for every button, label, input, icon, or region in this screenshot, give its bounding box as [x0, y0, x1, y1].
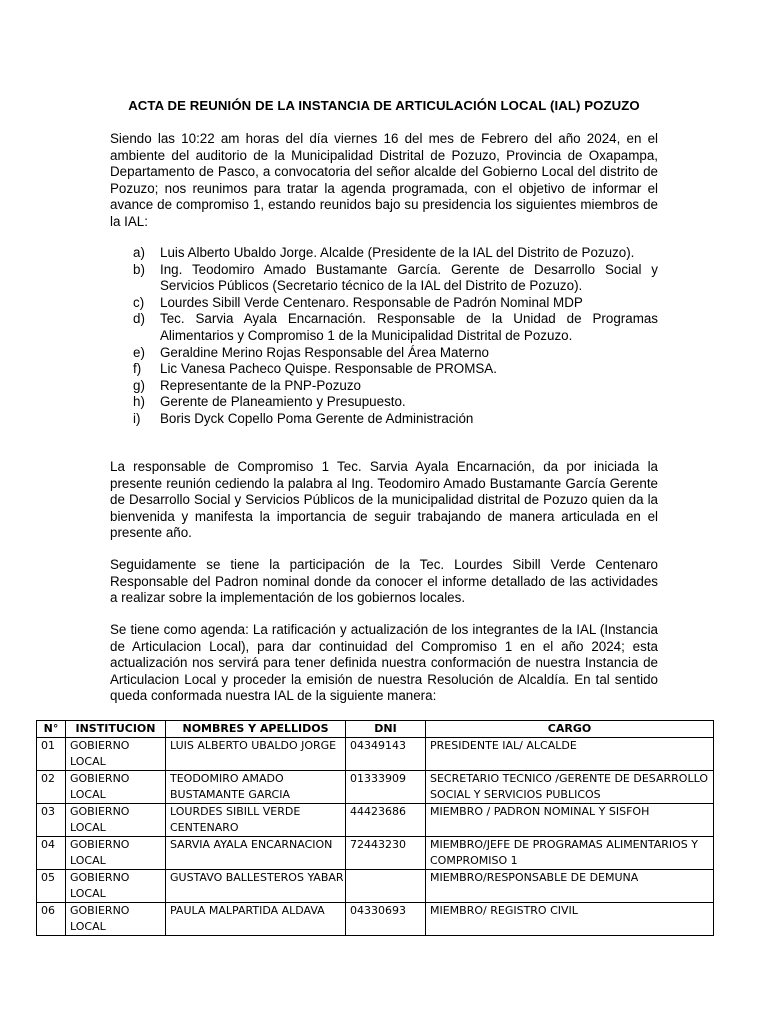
- cell-number: 06: [37, 903, 66, 936]
- header-nombres: NOMBRES Y APELLIDOS: [166, 721, 346, 738]
- header-number: N°: [37, 721, 66, 738]
- cell-institucion: GOBIERNO LOCAL: [66, 804, 166, 837]
- cell-cargo: MIEMBRO/RESPONSABLE DE DEMUNA: [426, 870, 714, 903]
- list-item-text: Lic Vanesa Pacheco Quispe. Responsable de PROMSA.: [160, 361, 497, 377]
- list-marker: e): [133, 344, 145, 360]
- cell-institucion: GOBIERNO LOCAL: [66, 738, 166, 771]
- padron-paragraph: Seguidamente se tiene la participación de la Tec. Lourdes Sibill Verde Centenaro Responsable del Padron nominal donde da conocer el informe detallado de las actividades a realizar sobre la implementación de los gobiernos locales.: [110, 557, 658, 606]
- header-institucion: INSTITUCION: [66, 721, 166, 738]
- cell-number: 05: [37, 870, 66, 903]
- list-item-text: Tec. Sarvia Ayala Encarnación. Responsable de la Unidad de Programas Alimentarios y Compromiso 1 de la Municipalidad Distrital de Pozuzo.: [160, 311, 658, 343]
- cell-dni: 04349143: [346, 738, 426, 771]
- opening-paragraph: La responsable de Compromiso 1 Tec. Sarvia Ayala Encarnación, da por iniciada la presente reunión cediendo la palabra al Ing. Teodomiro Amado Bustamante García Gerente de Desarrollo Social y Servicios Públicos de la municipalidad distrital de Pozuzo quien da la bienvenida y manifesta la importancia de seguir trabajando de manera articulada en el presente año.: [110, 459, 658, 541]
- list-item: [133, 295, 658, 312]
- cell-institucion: GOBIERNO LOCAL: [66, 870, 166, 903]
- cell-dni: 01333909: [346, 771, 426, 804]
- list-item-text: Boris Dyck Copello Poma Gerente de Administración: [160, 410, 474, 426]
- document-title: ACTA DE REUNIÓN DE LA INSTANCIA DE ARTICULACIÓN LOCAL (IAL) POZUZO: [128, 98, 640, 113]
- cell-nombre: LUIS ALBERTO UBALDO JORGE: [166, 738, 346, 771]
- list-marker: h): [133, 394, 145, 410]
- table-row: [37, 804, 714, 837]
- cell-dni: 04330693: [346, 903, 426, 936]
- cell-dni: 72443230: [346, 837, 426, 870]
- cell-cargo: MIEMBRO / PADRON NOMINAL Y SISFOH: [426, 804, 714, 837]
- list-item-text: Geraldine Merino Rojas Responsable del Área Materno: [160, 344, 489, 360]
- list-marker: f): [133, 361, 142, 377]
- cell-nombre: SARVIA AYALA ENCARNACION: [166, 837, 346, 870]
- cell-institucion: GOBIERNO LOCAL: [66, 771, 166, 804]
- cell-number: 04: [37, 837, 66, 870]
- cell-cargo: PRESIDENTE IAL/ ALCALDE: [426, 738, 714, 771]
- list-item: [133, 378, 658, 395]
- cell-cargo: SECRETARIO TECNICO /GERENTE DE DESARROLLO SOCIAL Y SERVICIOS PUBLICOS: [426, 771, 714, 804]
- cell-nombre: GUSTAVO BALLESTEROS YABAR: [166, 870, 346, 903]
- list-marker: g): [133, 377, 145, 393]
- table-row: [37, 903, 714, 936]
- header-dni: DNI: [346, 721, 426, 738]
- list-item: [133, 262, 658, 295]
- cell-cargo: MIEMBRO/ REGISTRO CIVIL: [426, 903, 714, 936]
- cell-nombre: LOURDES SIBILL VERDE CENTENARO: [166, 804, 346, 837]
- cell-number: 03: [37, 804, 66, 837]
- list-item: [133, 345, 658, 362]
- list-item: [133, 245, 658, 262]
- list-item-text: Representante de la PNP-Pozuzo: [160, 377, 361, 393]
- list-item: [133, 411, 658, 428]
- list-item-text: Gerente de Planeamiento y Presupuesto.: [160, 394, 406, 410]
- list-marker: i): [133, 410, 141, 426]
- cell-nombre: TEODOMIRO AMADO BUSTAMANTE GARCIA: [166, 771, 346, 804]
- list-item-text: Luis Alberto Ubaldo Jorge. Alcalde (Presidente de la IAL del Distrito de Pozuzo).: [160, 245, 635, 260]
- cell-institucion: GOBIERNO LOCAL: [66, 837, 166, 870]
- table-row: [37, 837, 714, 870]
- cell-dni: 44423686: [346, 804, 426, 837]
- table-row: [37, 771, 714, 804]
- members-table: [36, 720, 714, 936]
- list-marker: b): [133, 261, 145, 277]
- list-item: [133, 361, 658, 378]
- cell-cargo: MIEMBRO/JEFE DE PROGRAMAS ALIMENTARIOS Y COMPROMISO 1: [426, 837, 714, 870]
- table-row: [37, 870, 714, 903]
- list-marker: c): [133, 294, 145, 310]
- agenda-paragraph: Se tiene como agenda: La ratificación y actualización de los integrantes de la IAL (Instancia de Articulacion Local), para dar continuidad del Compromiso 1 en el año 2024; esta actualización nos servirá para tener definida nuestra conformación de nuestra Instancia de Articulacion Local y proceder la emisión de nuestra Resolución de Alcaldía. En tal sentido queda conformada nuestra IAL de la siguiente manera:: [110, 622, 658, 704]
- intro-paragraph: Siendo las 10:22 am horas del día viernes 16 del mes de Febrero del año 2024, en el ambiente del auditorio de la Municipalidad Distrital de Pozuzo, Provincia de Oxapampa, Departamento de Pasco, a convocatoria del señor alcalde del Gobierno Local del distrito de Pozuzo; nos reunimos para tratar la agenda programada, con el objetivo de informar el avance de compromiso 1, estando reunidos bajo su presidencia los siguientes miembros de la IAL:: [110, 131, 658, 229]
- list-item-text: Ing. Teodomiro Amado Bustamante García. Gerente de Desarrollo Social y Servicios Públicos (Secretario técnico de la IAL del Distrito de Pozuzo).: [160, 261, 658, 294]
- cell-number: 02: [37, 771, 66, 804]
- cell-institucion: GOBIERNO LOCAL: [66, 903, 166, 936]
- table-row: [37, 738, 714, 771]
- header-cargo: CARGO: [426, 721, 714, 738]
- cell-nombre: PAULA MALPARTIDA ALDAVA: [166, 903, 346, 936]
- list-marker: d): [133, 311, 145, 327]
- members-list: [133, 245, 658, 428]
- list-marker: a): [133, 245, 145, 260]
- table-header-row: [37, 721, 714, 738]
- list-item-text: Lourdes Sibill Verde Centenaro. Responsable de Padrón Nominal MDP: [160, 294, 583, 310]
- list-item: [133, 311, 658, 344]
- cell-dni: [346, 870, 426, 903]
- list-item: [133, 394, 658, 411]
- cell-number: 01: [37, 738, 66, 771]
